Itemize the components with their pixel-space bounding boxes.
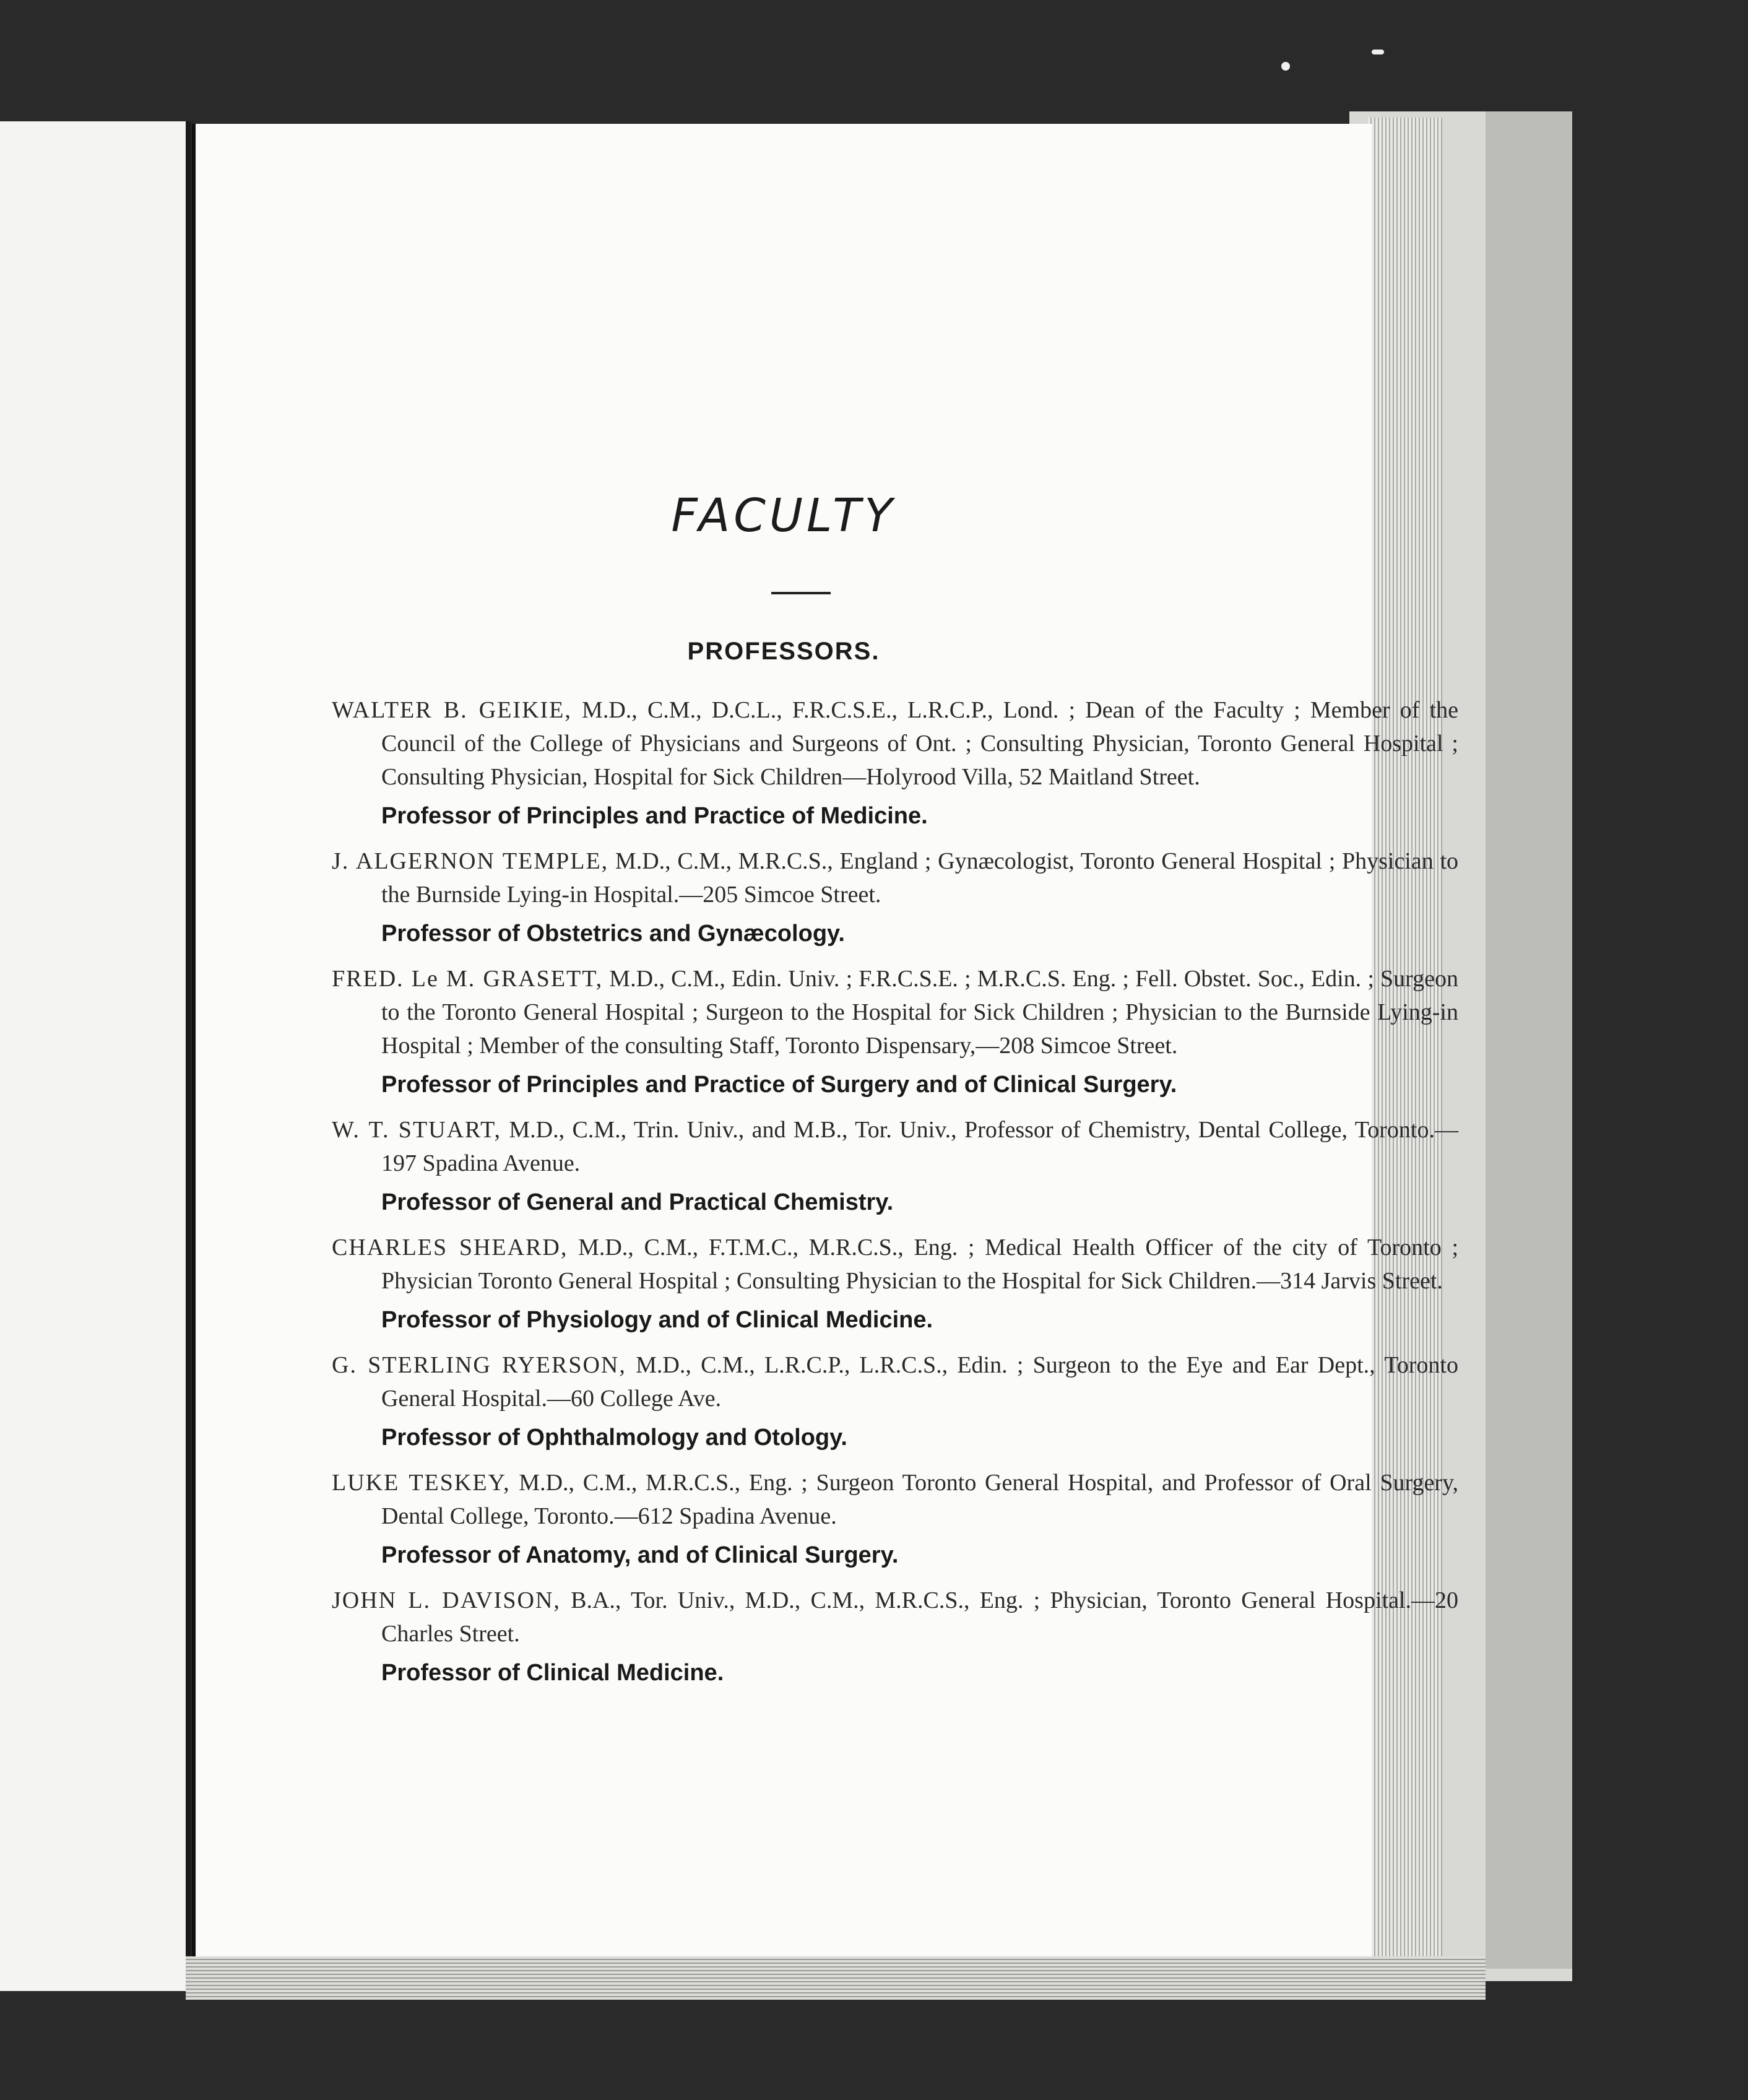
professor-list xyxy=(332,693,1458,1701)
professor-name: G. STERLING RYERSON, xyxy=(332,1352,626,1378)
professor-credentials: M.D., C.M., M.R.C.S., Eng. ; Surgeon Toronto General Hospital, and Professor of Oral Surgery, Dental College, Toronto.—612 Spadina Avenue. xyxy=(381,1470,1458,1529)
professor-name: JOHN L. DAVISON, xyxy=(332,1587,561,1613)
page-title: FACULTY xyxy=(671,489,896,542)
scan-dust-spot xyxy=(1281,62,1290,71)
professor-chair: Professor of Principles and Practice of Surgery and of Clinical Surgery. xyxy=(381,1072,1177,1098)
professor-credentials: M.D., C.M., F.T.M.C., M.R.C.S., Eng. ; Medical Health Officer of the city of Toronto ; Physician Toronto General Hospital ; Consulting Physician to the Hospital for Sick Children.—314 Jarvis Street. xyxy=(381,1234,1458,1294)
professor-name: FRED. Le M. GRASETT, xyxy=(332,966,604,992)
professor-name: W. T. STUART, xyxy=(332,1117,501,1143)
professor-chair: Professor of Clinical Medicine. xyxy=(381,1660,724,1686)
professor-entry xyxy=(332,962,1458,1102)
professor-credentials: M.D., C.M., D.C.L., F.R.C.S.E., L.R.C.P., Lond. ; Dean of the Faculty ; Member of the Council of the College of Physicians and Surgeons of Ont. ; Consulting Physician, Toronto General Hospital ; Consulting Physician, Hospital for Sick Children—Holyrood Villa, 52 Maitland Street. xyxy=(381,697,1458,790)
professor-entry xyxy=(332,1231,1458,1337)
professor-chair: Professor of Principles and Practice of Medicine. xyxy=(381,803,928,829)
professor-details xyxy=(332,693,1458,794)
professor-details xyxy=(332,844,1458,911)
professor-credentials: M.D., C.M., L.R.C.P., L.R.C.S., Edin. ; Surgeon to the Eye and Ear Dept., Toronto General Hospital.—60 College Ave. xyxy=(381,1352,1458,1412)
professor-entry xyxy=(332,1348,1458,1455)
professor-chair: Professor of Obstetrics and Gynæcology. xyxy=(381,921,845,947)
professor-entry xyxy=(332,1584,1458,1690)
professor-chair: Professor of Anatomy, and of Clinical Surgery. xyxy=(381,1542,899,1568)
professor-details xyxy=(332,1466,1458,1533)
professor-credentials: M.D., C.M., M.R.C.S., England ; Gynæcologist, Toronto General Hospital ; Physician to the Burnside Lying-in Hospital.—205 Simcoe Street. xyxy=(381,848,1459,908)
professor-entry xyxy=(332,1466,1458,1573)
professor-name: LUKE TESKEY, xyxy=(332,1470,511,1496)
professor-name: CHARLES SHEARD, xyxy=(332,1234,568,1260)
professor-name: J. ALGERNON TEMPLE, xyxy=(332,848,609,874)
professor-details xyxy=(332,1584,1458,1651)
section-heading: PROFESSORS. xyxy=(687,638,880,665)
facing-page-edge xyxy=(0,121,191,1991)
professor-entry xyxy=(332,844,1458,951)
professor-chair: Professor of Physiology and of Clinical Medicine. xyxy=(381,1307,933,1333)
professor-details xyxy=(332,1113,1458,1180)
professor-entry xyxy=(332,693,1458,833)
document-page xyxy=(192,124,1459,1956)
professor-chair: Professor of Ophthalmology and Otology. xyxy=(381,1425,847,1451)
scan-dust-spot xyxy=(1372,50,1384,54)
professor-details xyxy=(332,1231,1458,1298)
page-bottom-edge xyxy=(186,1956,1486,2000)
professor-entry xyxy=(332,1113,1458,1220)
professor-chair: Professor of General and Practical Chemistry. xyxy=(381,1189,894,1215)
professor-credentials: M.D., C.M., Edin. Univ. ; F.R.C.S.E. ; M.R.C.S. Eng. ; Fell. Obstet. Soc., Edin. ; Surgeon to the Toronto General Hospital ; Surgeon to the Hospital for Sick Children ; Physician to the Burnside Lying-in Hospital ; Member of the consulting Staff, Toronto Dispensary,—208 Simcoe Street. xyxy=(381,966,1458,1059)
cover-shadow xyxy=(1486,111,1572,1969)
professor-credentials: M.D., C.M., Trin. Univ., and M.B., Tor. Univ., Professor of Chemistry, Dental College, Toronto.—197 Spadina Avenue. xyxy=(381,1117,1458,1176)
title-rule xyxy=(771,592,831,594)
professor-credentials: B.A., Tor. Univ., M.D., C.M., M.R.C.S., Eng. ; Physician, Toronto General Hospital.—20 Charles Street. xyxy=(381,1587,1459,1647)
professor-name: WALTER B. GEIKIE, xyxy=(332,697,572,723)
professor-details xyxy=(332,1348,1458,1415)
professor-details xyxy=(332,962,1458,1062)
